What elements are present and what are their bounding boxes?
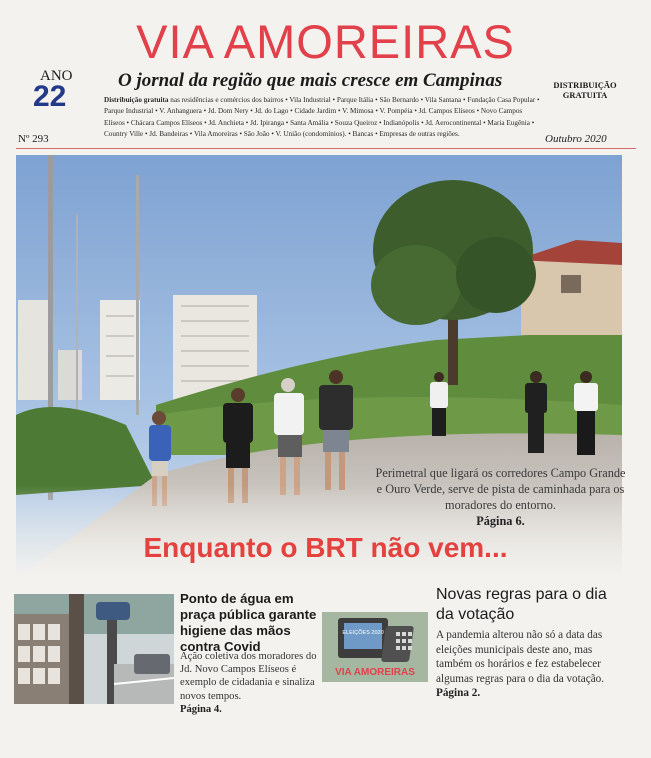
story1-body <box>180 650 330 716</box>
tagline: O jornal da região que mais cresce em Campinas <box>118 70 503 91</box>
issue-date: Outubro 2020 <box>545 133 607 145</box>
issue-number: Nº 293 <box>18 133 49 145</box>
distribution-badge-line2: GRATUITA <box>562 90 608 101</box>
year-label: ANO <box>40 68 73 84</box>
distribution-lead: Distribuição gratuita <box>104 96 169 104</box>
story2-headline: Novas regras para o dia da votação <box>436 586 607 623</box>
water-station-photo <box>14 594 174 704</box>
masthead-title: VIA AMOREIRAS <box>136 15 515 68</box>
story1-page-ref: Página 4. <box>180 703 222 715</box>
cover-caption <box>373 466 628 530</box>
cover-caption-text: Perimetral que ligará os corredores Campo Grande e Ouro Verde, serve de pista de caminhada para os moradores do entorno. <box>375 466 626 512</box>
distribution-list: nas residências e comércios dos bairros • Vila Industrial • Parque Itália • São Bernardo • Vila Santana • Fundação Casa Popular • Parque Industrial • V. Anhanguera • Jd. Dom Nery • Jd. do Lago • Cidade Jardim • V. Mimosa • V. Pompéia • Jd. Campos Elíseos • Novo Campos Elíseos • Chácara Campos Elíseos • Jd. Anchieta • Jd. Ipiranga • Santa Amália • Souza Queiroz • Indianópolis • Jd. Aerocontinental • Maria Eugênia • Country Ville • Jd. Bandeiras • Vila Amoreiras • São João • V. União (condomínios). • Bancas • Empresas de outras regiões. <box>104 96 540 139</box>
water-station-illustration <box>14 594 174 704</box>
story2-body <box>436 628 626 701</box>
header-divider <box>16 148 636 149</box>
year-number: 22 <box>33 80 67 113</box>
voting-machine-illustration <box>322 612 428 682</box>
cover-caption-page: Página 6. <box>476 513 525 528</box>
distribution-badge-line1: DISTRIBUIÇÃO <box>553 80 617 90</box>
distribution-badge <box>543 80 627 100</box>
distribution-neighborhoods <box>104 95 540 141</box>
urn-logo: VIA AMOREIRAS <box>335 667 415 678</box>
story2-page-ref: Página 2. <box>436 687 481 700</box>
voting-machine-image <box>322 612 428 682</box>
story1-body-text: Ação coletiva dos moradores do Jd. Novo Campos Elíseos é exemplo de cidadania e sinaliza novos tempos. <box>180 651 317 702</box>
urn-screen-label: ELEIÇÕES 2020 <box>342 630 384 636</box>
main-headline: Enquanto o BRT não vem... <box>143 532 508 563</box>
story1-headline: Ponto de água em praça pública garante higiene das mãos contra Covid <box>180 591 317 655</box>
story2-body-text: A pandemia alterou não só a data das eleições municipais deste ano, mas também os horários e fez estabelecer algumas regras para o dia da votação. <box>436 629 605 685</box>
